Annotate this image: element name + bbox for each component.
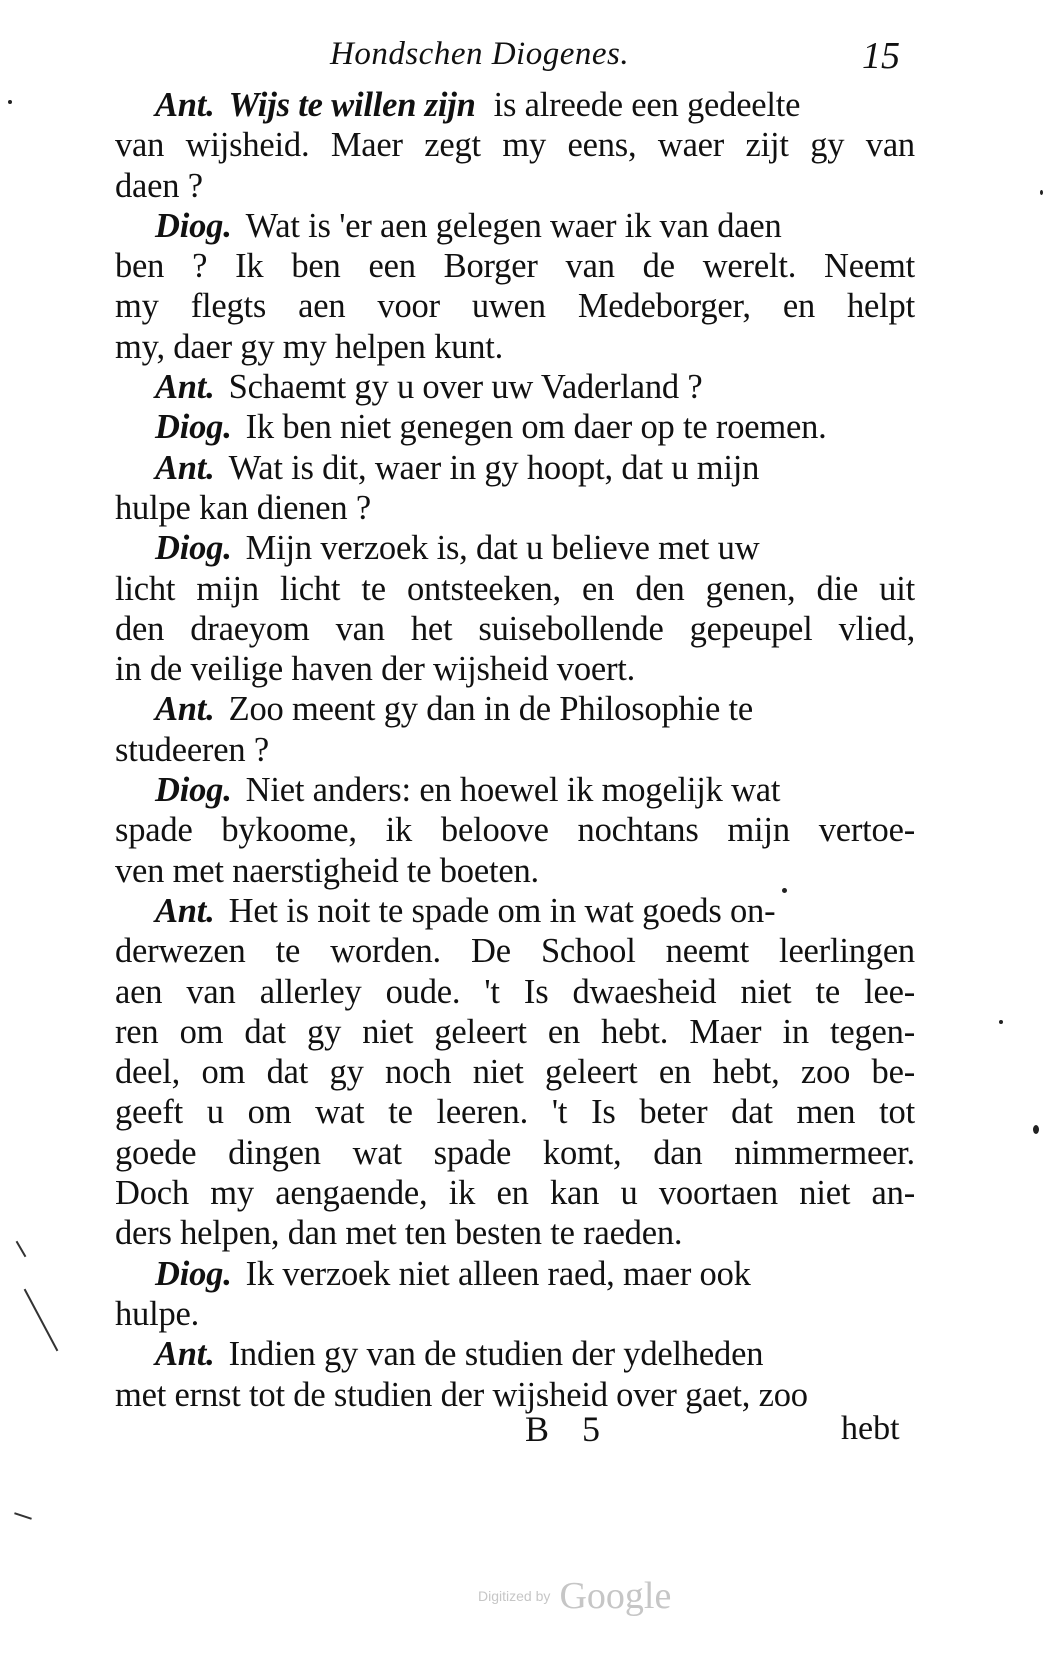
speaker-label: Diog. xyxy=(155,771,232,810)
speaker-label: Ant. xyxy=(155,1335,215,1374)
text-line xyxy=(115,407,915,447)
text-line xyxy=(115,85,915,125)
text-line xyxy=(115,327,915,367)
line-text: goede dingen wat spade komt, dan nimmermeer. xyxy=(115,1133,915,1172)
text-line xyxy=(115,649,915,689)
speaker-label: Diog. xyxy=(155,529,232,568)
line-text: Schaemt gy u over uw Vaderland ? xyxy=(228,368,703,407)
margin-mark xyxy=(16,1241,27,1258)
speaker-label: Diog. xyxy=(155,408,232,447)
text-line xyxy=(115,246,915,286)
text-line xyxy=(115,125,915,165)
line-text: Doch my aengaende, ik en kan u voortaen niet an- xyxy=(115,1174,915,1213)
text-line xyxy=(115,931,915,971)
line-text: derwezen te worden. De School neemt leerlingen xyxy=(115,932,915,971)
text-line xyxy=(115,1334,915,1374)
scan-speck xyxy=(1040,190,1043,195)
page-number: 15 xyxy=(862,35,900,77)
text-line xyxy=(115,1092,915,1132)
text-line xyxy=(115,1173,915,1213)
text-line xyxy=(115,1133,915,1173)
line-text: licht mijn licht te ontsteeken, en den genen, die uit xyxy=(115,569,915,608)
line-text: daen ? xyxy=(115,166,203,205)
text-line xyxy=(115,448,915,488)
line-text: van wijsheid. Maer zegt my eens, waer zijt gy van xyxy=(115,126,915,165)
line-text: hulpe kan dienen ? xyxy=(115,488,372,527)
watermark-prefix: Digitized by xyxy=(478,1588,551,1604)
text-line xyxy=(115,1213,915,1253)
text-line xyxy=(115,1294,915,1334)
text-line xyxy=(115,609,915,649)
line-text: my flegts aen voor uwen Medeborger, en helpt xyxy=(115,287,915,326)
line-text: Indien gy van de studien der ydelheden xyxy=(228,1335,764,1374)
line-text: Niet anders: en hoewel ik mogelijk wat xyxy=(245,771,781,810)
signature-mark: B 5 xyxy=(525,1409,613,1449)
text-line xyxy=(115,851,915,891)
text-line xyxy=(115,367,915,407)
catchword: hebt xyxy=(841,1410,900,1447)
text-line xyxy=(115,770,915,810)
scan-speck xyxy=(8,100,12,104)
line-text: Ik verzoek niet alleen raed, maer ook xyxy=(245,1254,751,1293)
line-text: ders helpen, dan met ten besten te raeden. xyxy=(115,1214,683,1253)
text-line xyxy=(115,166,915,206)
text-line xyxy=(115,569,915,609)
line-text: Het is noit te spade om in wat goeds on- xyxy=(228,891,776,930)
scan-speck xyxy=(1033,1125,1039,1134)
text-line xyxy=(115,286,915,326)
line-text: Wat is dit, waer in gy hoopt, dat u mijn xyxy=(228,448,760,487)
line-text: ven met naerstigheid te boeten. xyxy=(115,851,539,890)
scan-speck xyxy=(999,1020,1003,1024)
page-header xyxy=(0,28,1061,80)
text-line xyxy=(115,1012,915,1052)
line-text: hulpe. xyxy=(115,1294,200,1333)
text-line xyxy=(115,488,915,528)
text-line xyxy=(115,689,915,729)
text-line xyxy=(115,891,915,931)
speaker-label: Diog. xyxy=(155,206,232,245)
speaker-label: Ant. xyxy=(155,690,215,729)
speaker-label: Ant. xyxy=(155,368,215,407)
line-text: Zoo meent gy dan in de Philosophie te xyxy=(228,690,753,729)
line-text: Mijn verzoek is, dat u believe met uw xyxy=(245,529,760,568)
text-line xyxy=(115,972,915,1012)
line-text: spade bykoome, ik beloove nochtans mijn vertoe- xyxy=(115,811,915,850)
line-text: in de veilige haven der wijsheid voert. xyxy=(115,650,636,689)
text-line xyxy=(115,206,915,246)
line-text: ben ? Ik ben een Borger van de werelt. Neemt xyxy=(115,247,915,286)
text-line xyxy=(115,528,915,568)
speaker-label: Ant. xyxy=(155,891,215,930)
line-text: met ernst tot de studien der wijsheid over gaet, zoo xyxy=(115,1375,808,1414)
speaker-label: Ant. xyxy=(155,448,215,487)
scan-speck xyxy=(782,888,787,893)
line-text: geeft u om wat te leeren. 't Is beter dat men tot xyxy=(115,1093,915,1132)
page-footer xyxy=(0,1408,1061,1458)
watermark-logo: Google xyxy=(559,1575,672,1617)
text-line xyxy=(115,1052,915,1092)
line-text: Ik ben niet genegen om daer op te roemen. xyxy=(245,408,827,447)
margin-mark xyxy=(24,1289,59,1352)
text-line xyxy=(115,810,915,850)
line-text: ren om dat gy niet geleert en hebt. Maer in tegen- xyxy=(115,1012,915,1051)
line-text: den draeyom van het suisebollende gepeupel vlied, xyxy=(115,609,915,648)
speaker-label: Ant. xyxy=(155,86,215,124)
text-line xyxy=(115,1254,915,1294)
body-text xyxy=(115,85,915,1415)
line-text: is alreede een gedeelte xyxy=(493,86,801,124)
line-text: my, daer gy my helpen kunt. xyxy=(115,327,504,366)
speaker-label: Diog. xyxy=(155,1254,232,1293)
line-text: aen van allerley oude. 't Is dwaesheid niet te lee- xyxy=(115,972,915,1011)
line-text: deel, om dat gy noch niet geleert en hebt, zoo be- xyxy=(115,1053,915,1092)
text-line xyxy=(115,730,915,770)
line-text: studeeren ? xyxy=(115,730,269,769)
digitized-watermark xyxy=(478,1574,672,1617)
emphasized-phrase: Wijs te willen zijn xyxy=(228,86,476,124)
running-title: Hondschen Diogenes. xyxy=(330,36,630,72)
line-text: Wat is 'er aen gelegen waer ik van daen xyxy=(245,206,782,245)
margin-mark xyxy=(14,1512,32,1519)
